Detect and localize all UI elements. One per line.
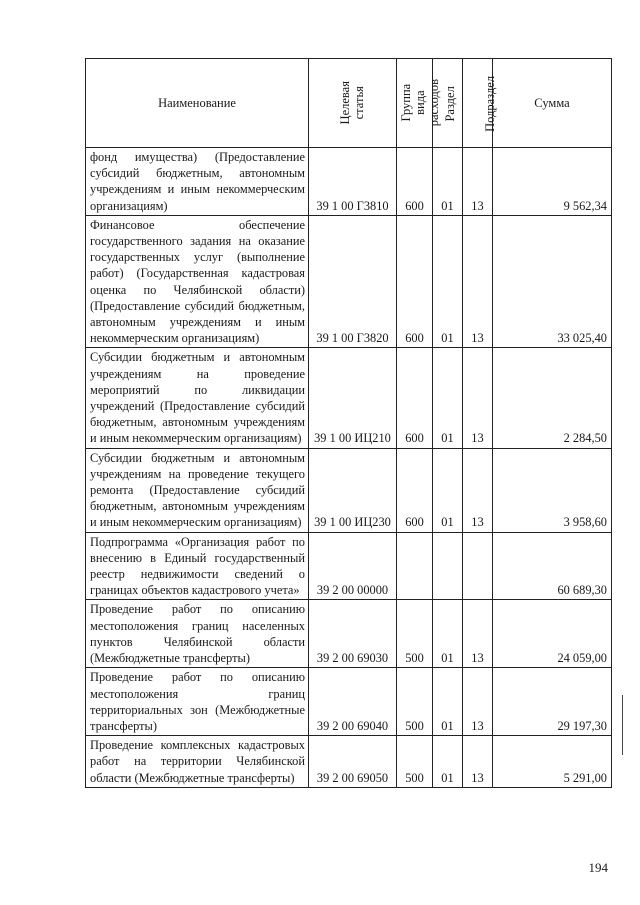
page-number: 194 <box>588 860 608 875</box>
table-header-row <box>86 59 612 148</box>
row-subsection: 13 <box>463 215 493 348</box>
row-sum: 3 958,60 <box>493 448 612 532</box>
row-subsection: 13 <box>463 736 493 788</box>
row-subsection: 13 <box>463 668 493 736</box>
row-group: 600 <box>397 348 433 448</box>
row-section: 01 <box>433 600 463 668</box>
header-name: Наименование <box>86 59 309 148</box>
row-section: 01 <box>433 736 463 788</box>
row-name: фонд имущества) (Предоставление субсидий бюджетным, автономным учреждениям и иным некоммерческим организациям) <box>86 148 309 216</box>
row-name: Проведение комплексных кадастровых работ на территории Челябинской области (Межбюджетные трансферты) <box>86 736 309 788</box>
row-code: 39 2 00 69050 <box>309 736 397 788</box>
table-row <box>86 736 612 788</box>
row-code: 39 1 00 ИЦ230 <box>309 448 397 532</box>
row-subsection <box>463 532 493 600</box>
row-group: 500 <box>397 600 433 668</box>
row-section: 01 <box>433 348 463 448</box>
row-group: 600 <box>397 448 433 532</box>
row-sum: 24 059,00 <box>493 600 612 668</box>
header-subsection: Подраздел <box>463 59 493 148</box>
row-subsection: 13 <box>463 348 493 448</box>
row-sum: 9 562,34 <box>493 148 612 216</box>
header-group: Группа вида расходов <box>397 59 433 148</box>
row-code: 39 2 00 69030 <box>309 600 397 668</box>
row-section: 01 <box>433 215 463 348</box>
header-section: Раздел <box>433 59 463 148</box>
table-row <box>86 600 612 668</box>
row-subsection: 13 <box>463 600 493 668</box>
row-sum: 29 197,30 <box>493 668 612 736</box>
budget-table <box>85 58 612 788</box>
row-subsection: 13 <box>463 148 493 216</box>
row-code: 39 1 00 ИЦ210 <box>309 348 397 448</box>
row-section: 01 <box>433 448 463 532</box>
header-sum: Сумма <box>493 59 612 148</box>
row-group: 600 <box>397 215 433 348</box>
table-row <box>86 532 612 600</box>
row-section <box>433 532 463 600</box>
row-section: 01 <box>433 148 463 216</box>
row-sum: 5 291,00 <box>493 736 612 788</box>
row-group: 500 <box>397 736 433 788</box>
row-name: Проведение работ по описанию местоположения границ населенных пунктов Челябинской области (Межбюджетные трансферты) <box>86 600 309 668</box>
row-name: Проведение работ по описанию местоположения границ территориальных зон (Межбюджетные трансферты) <box>86 668 309 736</box>
table-row <box>86 448 612 532</box>
row-name: Субсидии бюджетным и автономным учреждениям на проведение текущего ремонта (Предоставление субсидий бюджетным, автономным учреждениям и иным некоммерческим организациям) <box>86 448 309 532</box>
row-code: 39 2 00 00000 <box>309 532 397 600</box>
row-code: 39 1 00 Г3820 <box>309 215 397 348</box>
row-name: Финансовое обеспечение государственного задания на оказание государственных услуг (выполнение работ) (Государственная кадастровая оценка по Челябинской области) (Предоставление субсидий бюджетным, автономным учреждениям и иным некоммерческим организациям) <box>86 215 309 348</box>
row-subsection: 13 <box>463 448 493 532</box>
table-row <box>86 348 612 448</box>
row-name: Субсидии бюджетным и автономным учреждениям на проведение мероприятий по ликвидации учреждений (Предоставление субсидий бюджетным, автономным учреждениям и иным некоммерческим организациям) <box>86 348 309 448</box>
header-code: Целевая статья <box>309 59 397 148</box>
row-section: 01 <box>433 668 463 736</box>
table-row <box>86 668 612 736</box>
row-sum: 2 284,50 <box>493 348 612 448</box>
row-sum: 60 689,30 <box>493 532 612 600</box>
row-code: 39 2 00 69040 <box>309 668 397 736</box>
margin-line <box>622 695 623 755</box>
table-row <box>86 215 612 348</box>
row-group: 600 <box>397 148 433 216</box>
table-row <box>86 148 612 216</box>
row-sum: 33 025,40 <box>493 215 612 348</box>
row-name: Подпрограмма «Организация работ по внесению в Единый государственный реестр недвижимости сведений о границах объектов кадастрового учета» <box>86 532 309 600</box>
row-group: 500 <box>397 668 433 736</box>
row-code: 39 1 00 Г3810 <box>309 148 397 216</box>
row-group <box>397 532 433 600</box>
